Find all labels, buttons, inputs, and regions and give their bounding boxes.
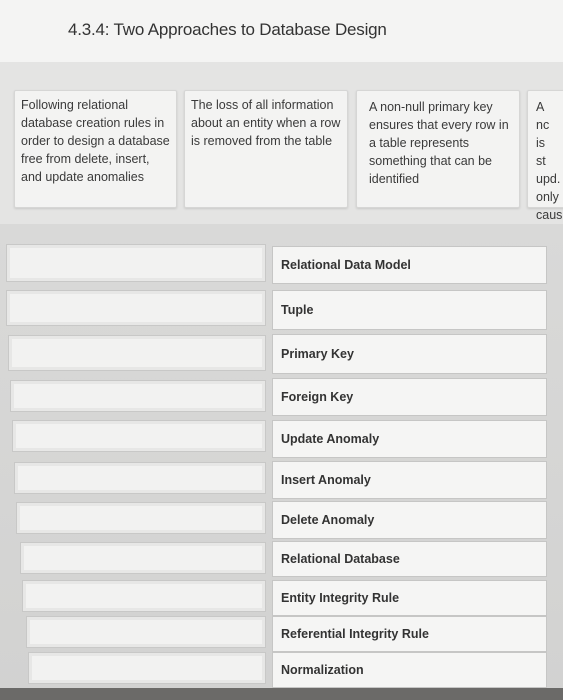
term-update-anomaly[interactable]: Update Anomaly [272, 420, 547, 458]
term-relational-data-model[interactable]: Relational Data Model [272, 246, 547, 284]
matching-area [0, 224, 563, 700]
drop-slot-6[interactable] [14, 462, 266, 494]
bottom-edge [0, 688, 563, 700]
term-relational-database[interactable]: Relational Database [272, 541, 547, 577]
term-entity-integrity-rule[interactable]: Entity Integrity Rule [272, 580, 547, 616]
drop-slot-4[interactable] [10, 380, 266, 412]
definition-card-4-text: A nc is st upd. only caus [536, 100, 563, 222]
drop-slot-1[interactable] [6, 244, 266, 282]
drop-slot-3[interactable] [8, 335, 266, 371]
definition-card-2[interactable]: The loss of all information about an entity when a row is removed from the table [184, 90, 348, 208]
drop-slot-10[interactable] [26, 616, 266, 648]
drop-slot-11[interactable] [28, 652, 266, 684]
term-foreign-key[interactable]: Foreign Key [272, 378, 547, 416]
drop-slot-7[interactable] [16, 502, 266, 534]
term-insert-anomaly[interactable]: Insert Anomaly [272, 461, 547, 499]
page-title: 4.3.4: Two Approaches to Database Design [68, 20, 387, 39]
term-normalization[interactable]: Normalization [272, 652, 547, 688]
definition-card-3[interactable]: A non-null primary key ensures that every row in a table represents something that can be identified [356, 90, 520, 208]
term-tuple[interactable]: Tuple [272, 290, 547, 330]
drop-slot-2[interactable] [6, 290, 266, 326]
drop-slot-9[interactable] [22, 580, 266, 612]
term-primary-key[interactable]: Primary Key [272, 334, 547, 374]
header-bar [0, 0, 563, 63]
definition-card-1[interactable]: Following relational database creation rules in order to design a database free from delete, insert, and update anomalies [14, 90, 177, 208]
drop-slot-5[interactable] [12, 420, 266, 452]
term-delete-anomaly[interactable]: Delete Anomaly [272, 501, 547, 539]
drop-slot-8[interactable] [20, 542, 266, 574]
term-referential-integrity-rule[interactable]: Referential Integrity Rule [272, 616, 547, 652]
definition-card-4[interactable] [527, 90, 563, 222]
